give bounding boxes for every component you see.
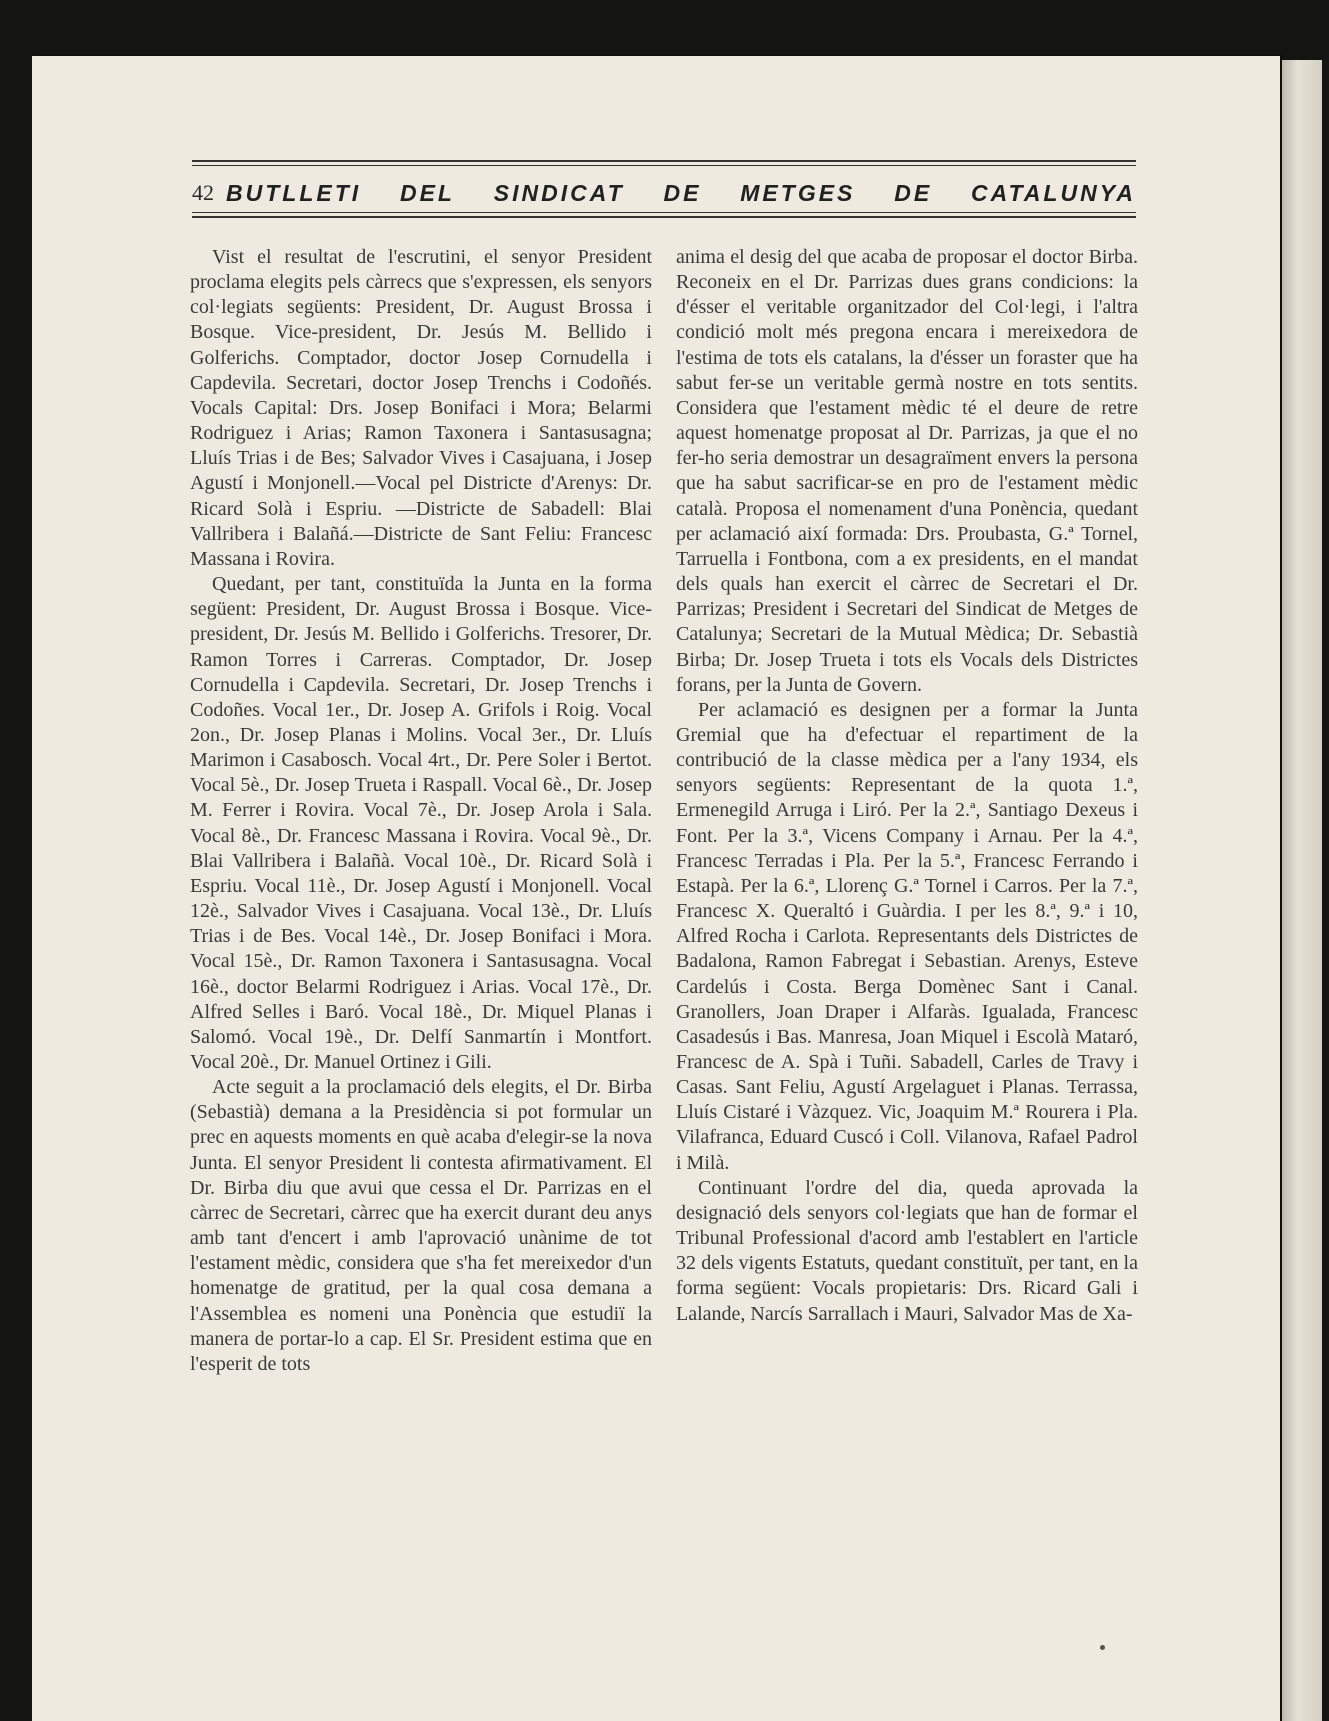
header-rule-bottom xyxy=(192,216,1136,218)
title-word: CATALUNYA xyxy=(970,179,1136,206)
title-word: SINDICAT xyxy=(493,179,625,206)
paragraph: Vist el resultat de l'escrutini, el senyor President proclama elegits pels càrrecs que s'expressen, els senyors col·legiats següents: President, Dr. August Brossa i Bosque. Vice-president, Dr. Jesús M. Bellido i Golferichs. Comptador, doctor Josep Cornudella i Capdevila. Secretari, doctor Josep Trenchs i Codoñés. Vocals Capital: Drs. Josep Bonifaci i Mora; Belarmi Rodriguez i Arias; Ramon Taxonera i Santasusagna; Lluís Trias i de Bes; Salvador Vives i Casajuana, i Josep Agustí i Monjonell.—Vocal pel Districte d'Arenys: Dr. Ricard Solà i Espriu. —Districte de Sabadell: Blai Vallribera i Balañá.—Districte de Sant Feliu: Francesc Massana i Rovira. xyxy=(190,246,652,570)
page-header xyxy=(192,160,1136,222)
paragraph: Quedant, per tant, constituïda la Junta en la forma següent: President, Dr. August Brossa i Bosque. Vice-president, Dr. Jesús M. Bellido i Golferichs. Tresorer, Dr. Ramon Torres i Carreras. Comptador, Dr. Josep Cornudella i Capdevila. Secretari, Dr. Josep Trenchs i Codoñes. Vocal 1er., Dr. Josep A. Grifols i Roig. Vocal 2on., Dr. Josep Planas i Molins. Vocal 3er., Dr. Lluís Marimon i Casabosch. Vocal 4rt., Dr. Pere Soler i Bertot. Vocal 5è., Dr. Josep Trueta i Raspall. Vocal 6è., Dr. Josep M. Ferrer i Rovira. Vocal 7è., Dr. Josep Arola i Sala. Vocal 8è., Dr. Francesc Massana i Rovira. Vocal 9è., Dr. Blai Vallribera i Balañà. Vocal 10è., Dr. Ricard Solà i Espriu. Vocal 11è., Dr. Josep Agustí i Monjonell. Vocal 12è., Salvador Vives i Casajuana. Vocal 13è., Dr. Lluís Trias i de Bes. Vocal 14è., Dr. Josep Bonifaci i Mora. Vocal 15è., Dr. Ramon Taxonera i Santasusagna. Vocal 16è., doctor Belarmi Rodriguez i Arias. Vocal 17è., Dr. Alfred Selles i Baró. Vocal 18è., Dr. Miquel Planas i Salomó. Vocal 19è., Dr. Delfí Sanmartín i Montfort. Vocal 20è., Dr. Manuel Ortinez i Gili. xyxy=(190,573,652,1073)
journal-title xyxy=(226,180,1136,207)
left-column xyxy=(190,245,652,1377)
page-edge xyxy=(1282,60,1322,1721)
paragraph: Continuant l'ordre del dia, queda aprovada la designació dels senyors col·legiats que han de formar el Tribunal Professional d'acord amb l'establert en l'article 32 dels vigents Estatuts, quedant constituït, per tant, en la forma següent: Vocals propietaris: Drs. Ricard Gali i Lalande, Narcís Sarrallach i Mauri, Salvador Mas de Xa- xyxy=(676,1176,1138,1325)
right-column xyxy=(676,245,1138,1327)
title-word: BUTLLETI xyxy=(226,179,362,206)
header-rule-top xyxy=(192,160,1136,162)
title-word: DEL xyxy=(399,179,455,206)
paragraph: anima el desig del que acaba de proposar el doctor Birba. Reconeix en el Dr. Parrizas dues grans condicions: la d'ésser el veritable organitzador del Col·legi, i l'altra condició molt més pregona encara i mereixedora de l'estima de tots els catalans, la d'ésser un foraster que ha sabut fer-se un veritable germà nostre en tots sentits. Considera que l'estament mèdic té el deure de retre aquest homenatge proposat al Dr. Parrizas, ja que el no fer-ho seria demostrar un desagraïment envers la persona que ha sabut sacrificar-se en pro de l'estament mèdic català. Proposa el nomenament d'una Ponència, quedant per aclamació així formada: Drs. Proubasta, G.ª Tornel, Tarruella i Fontbona, com a ex presidents, en el mandat dels quals han exercit el càrrec de Secretari el Dr. Parrizas; President i Secretari del Sindicat de Metges de Catalunya; Secretari de la Mutual Mèdica; Dr. Sebastià Birba; Dr. Josep Trueta i tots els Vocals dels Districtes forans, per la Junta de Govern. xyxy=(676,246,1138,696)
header-line xyxy=(192,178,1136,208)
header-rule-top-thin xyxy=(192,165,1136,166)
title-word: METGES xyxy=(740,179,856,206)
header-rule-bottom-thin xyxy=(192,212,1136,213)
title-word: DE xyxy=(663,179,702,206)
title-word: DE xyxy=(894,179,933,206)
page-number: 42 xyxy=(192,180,214,205)
ink-dot xyxy=(1100,1645,1105,1650)
paragraph: Per aclamació es designen per a formar la Junta Gremial que ha d'efectuar el repartiment de la contribució de la classe mèdica per a l'any 1934, els senyors següents: Representant de la quota 1.ª, Ermenegild Arruga i Liró. Per la 2.ª, Santiago Dexeus i Font. Per la 3.ª, Vicens Company i Arnau. Per la 4.ª, Francesc Terradas i Pla. Per la 5.ª, Francesc Ferrando i Estapà. Per la 6.ª, Llorenç G.ª Tornel i Carros. Per la 7.ª, Francesc X. Queraltó i Guàrdia. I per les 8.ª, 9.ª i 10, Alfred Rocha i Carlota. Representants dels Districtes de Badalona, Ramon Fabregat i Sebastian. Arenys, Esteve Cardelús i Costa. Berga Domènec Sant i Canal. Granollers, Joan Draper i Alfaràs. Igualada, Francesc Casadesús i Bas. Manresa, Joan Miquel i Escolà Mataró, Francesc de A. Spà i Tuñi. Sabadell, Carles de Travy i Casas. Sant Feliu, Agustí Argelaguet i Planas. Terrassa, Lluís Cistaré i Vàzquez. Vic, Joaquim M.ª Rourera i Pla. Vilafranca, Eduard Cuscó i Coll. Vilanova, Rafael Padrol i Milà. xyxy=(676,698,1138,1174)
paragraph: Acte seguit a la proclamació dels elegits, el Dr. Birba (Sebastià) demana a la Presidència si pot formular un prec en aquests moments en què acaba d'elegir-se la nova Junta. El senyor President li contesta afirmativament. El Dr. Birba diu que avui que cessa el Dr. Parrizas en el càrrec de Secretari, càrrec que ha exercit durant deu anys amb tant d'encert i amb l'aprovació unànime de tot l'estament mèdic, considera que s'ha fet mereixedor d'un homenatge de gratitud, per la qual cosa demana a l'Assemblea es nomeni una Ponència que estudiï la manera de portar-lo a cap. El Sr. President estima que en l'esperit de tots xyxy=(190,1076,652,1375)
